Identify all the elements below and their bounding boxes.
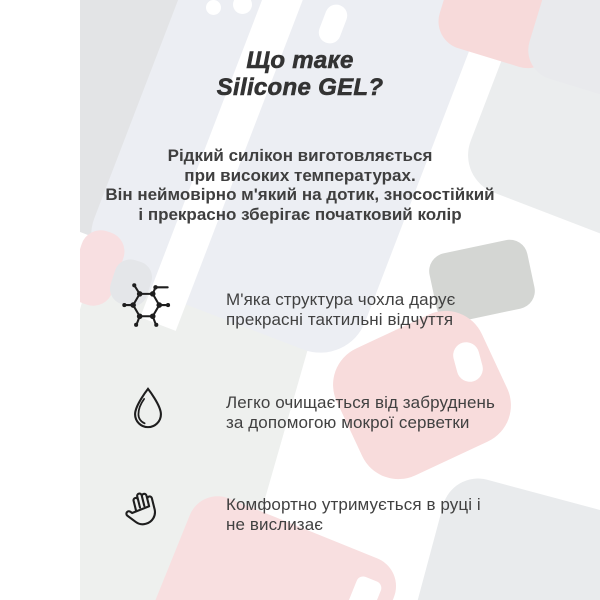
page-title (0, 47, 600, 101)
page-title-line2: Silicone GEL? (216, 74, 384, 101)
intro-line: Рідкий силікон виготовляється (167, 146, 433, 165)
feature-text (226, 290, 455, 330)
intro-line: Він неймовірно м'який на дотик, зносостійкий (105, 185, 495, 204)
intro-line: при високих температурах. (184, 165, 416, 185)
feature-text (226, 393, 495, 433)
feature-line: Комфортно утримується в руці і (226, 495, 481, 514)
intro-line: і прекрасно зберігає початковий колір (138, 204, 462, 224)
feature-line: М'яка структура чохла дарує (226, 290, 456, 309)
feature-text (226, 495, 481, 535)
feature-line: прекрасні тактильні відчуття (226, 310, 454, 329)
water-drop-icon (130, 386, 166, 430)
feature-line: не вислизає (226, 515, 324, 534)
camera-hole-cutout (206, 0, 221, 15)
phone-case-gray-bottom-right (388, 470, 600, 600)
feature-line: за допомогою мокрої серветки (226, 413, 470, 432)
molecule-icon (121, 278, 177, 334)
intro-paragraph (0, 146, 600, 224)
page-title-line1: Що таке (246, 47, 354, 74)
feature-line: Легко очищається від забруднень (226, 393, 495, 412)
hand-icon (123, 486, 165, 534)
